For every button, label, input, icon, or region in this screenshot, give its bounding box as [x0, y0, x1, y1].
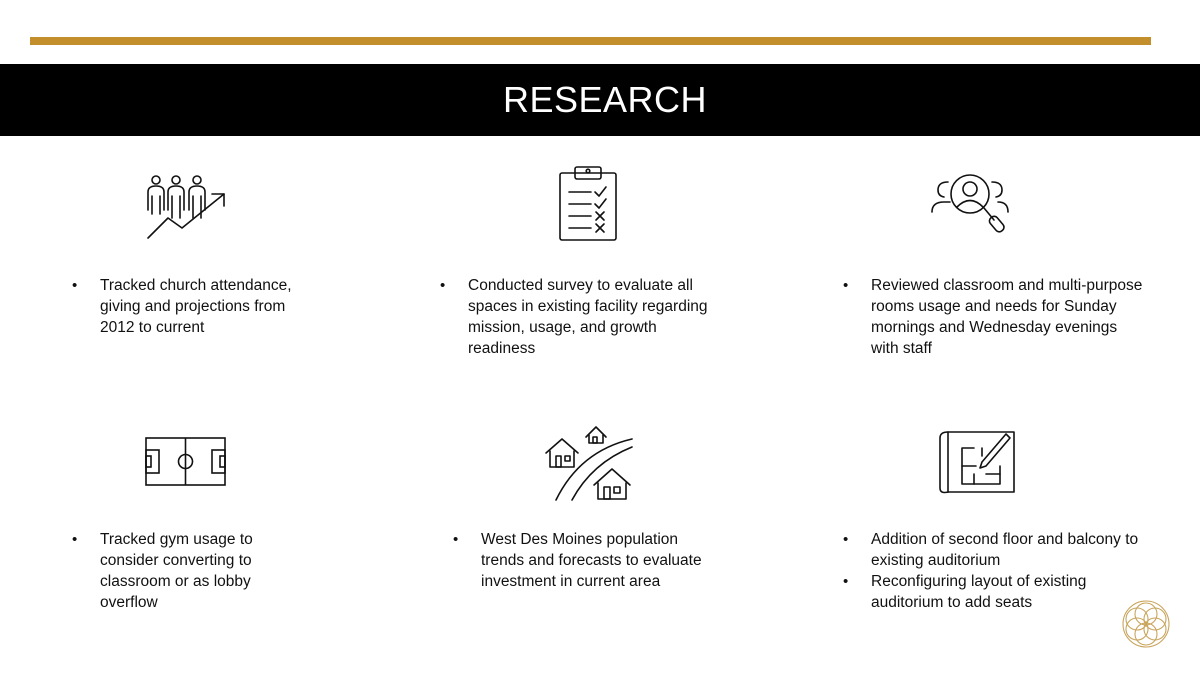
- gold-flower-logo-icon: [1120, 598, 1172, 655]
- item-text: Addition of second floor and balcony to existing auditorium: [871, 531, 1139, 569]
- item-text: Tracked gym usage to consider converting to classroom or as lobby overflow: [100, 531, 253, 611]
- bullet-dot: •: [440, 277, 446, 294]
- title-band: [0, 64, 1200, 136]
- bullet-dot: •: [843, 277, 849, 294]
- list-item: [843, 529, 1143, 571]
- user-search-icon: [928, 172, 1012, 238]
- blueprint-pencil-icon: [938, 426, 1018, 496]
- attendance-growth-icon: [142, 174, 228, 242]
- item-text: Tracked church attendance, giving and projections from 2012 to current: [100, 277, 292, 336]
- research-item-4: [72, 529, 292, 613]
- item-text: West Des Moines population trends and forecasts to evaluate investment in current area: [481, 531, 702, 590]
- bullet-dot: •: [843, 573, 849, 590]
- research-item-3: [843, 275, 1143, 359]
- list-item: [843, 571, 1143, 613]
- bullet-dot: •: [72, 531, 78, 548]
- item-text: Reconfiguring layout of existing auditorium to add seats: [871, 573, 1087, 611]
- research-item-6: [843, 529, 1143, 613]
- bullet-dot: •: [453, 531, 459, 548]
- item-text: Reviewed classroom and multi-purpose rooms usage and needs for Sunday mornings and Wednesday evenings with staff: [871, 277, 1143, 357]
- bullet-dot: •: [843, 531, 849, 548]
- research-item-1: [72, 275, 322, 338]
- research-item-2: [440, 275, 710, 359]
- item-text: Conducted survey to evaluate all spaces in existing facility regarding mission, usage, and growth readiness: [468, 277, 708, 357]
- gym-court-icon: [145, 437, 227, 487]
- research-item-5: [453, 529, 723, 592]
- clipboard-checklist-icon: [558, 165, 618, 243]
- gold-accent-rule: [30, 37, 1151, 45]
- slide-title: RESEARCH: [502, 79, 708, 120]
- houses-road-icon: [544, 423, 636, 503]
- bullet-dot: •: [72, 277, 78, 294]
